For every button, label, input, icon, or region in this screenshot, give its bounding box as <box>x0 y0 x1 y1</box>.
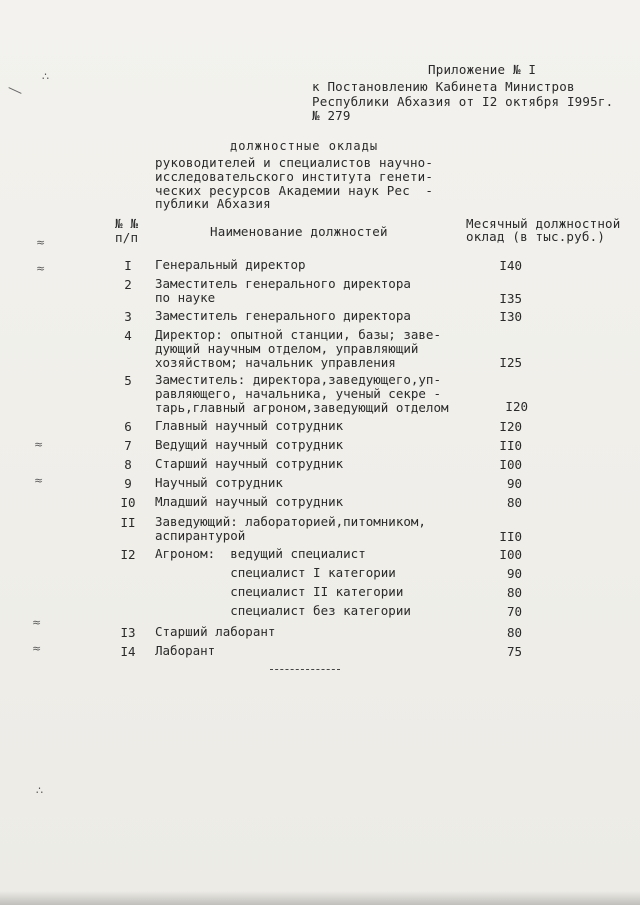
row-title: Директор: опытной станции, базы; заве- <box>155 327 441 342</box>
row-salary: 70 <box>506 604 522 619</box>
row-title-cont: равляющего, начальника, ученый секре - <box>155 386 441 401</box>
row-title-cont: по науке <box>155 290 216 305</box>
row-num: I2 <box>120 547 136 562</box>
row-num: 8 <box>124 457 132 472</box>
row-salary: I30 <box>499 309 522 324</box>
row-salary: II0 <box>499 529 522 544</box>
row-title-cont: аспирантурой <box>155 528 246 543</box>
row-salary: I20 <box>499 419 522 434</box>
row-num: 6 <box>124 419 132 434</box>
row-salary: 80 <box>506 585 522 600</box>
row-salary: II0 <box>499 438 522 453</box>
header-line-1: к Постановлению Кабинета Министров <box>312 79 575 94</box>
row-title: Научный сотрудник <box>155 475 283 490</box>
margin-mark: ≈ <box>36 236 46 249</box>
col-header-name: Наименование должностей <box>210 224 388 239</box>
row-salary: 90 <box>506 476 522 491</box>
row-num: 7 <box>124 438 132 453</box>
row-num: 5 <box>124 373 132 388</box>
row-salary: 75 <box>506 644 522 659</box>
row-salary: I20 <box>505 399 528 414</box>
col-header-num-1: № № <box>115 216 139 231</box>
col-header-num-2: п/п <box>115 230 139 245</box>
col-header-salary-2: оклад (в тыс.руб.) <box>466 229 606 244</box>
row-title: Заместитель: директора,заведующего,уп- <box>155 372 441 387</box>
margin-mark: ≈ <box>36 262 46 275</box>
margin-mark: ∴ <box>36 784 43 797</box>
row-num: II <box>120 515 136 530</box>
row-title-cont: дующий научным отделом, управляющий <box>155 341 419 356</box>
row-num: I3 <box>120 625 136 640</box>
row-title-sub: специалист без категории <box>155 603 411 618</box>
page-bottom-edge <box>0 891 640 905</box>
row-num: 2 <box>124 277 132 292</box>
row-salary: I35 <box>499 291 522 306</box>
row-num: 4 <box>124 328 132 343</box>
header-line-2: Республики Абхазия от I2 октября I995г. <box>312 94 614 109</box>
row-title: Главный научный сотрудник <box>155 418 344 433</box>
row-salary: I25 <box>499 355 522 370</box>
appendix-label: Приложение № I <box>428 62 537 77</box>
row-title: Старший лаборант <box>155 624 276 639</box>
row-salary: 80 <box>506 495 522 510</box>
subtitle-line-3: ческих ресурсов Академии наук Рес - <box>155 183 434 198</box>
row-title-sub: специалист I категории <box>155 565 396 580</box>
margin-mark: ∴ <box>42 70 49 83</box>
row-salary: I00 <box>499 547 522 562</box>
row-title: Заместитель генерального директора <box>155 276 411 291</box>
document-title: должностные оклады <box>230 139 379 153</box>
row-title: Заведующий: лабораторией,питомником, <box>155 514 426 529</box>
row-num: I <box>124 258 132 273</box>
margin-mark: ≈ <box>34 474 44 487</box>
row-title: Лаборант <box>155 643 216 658</box>
row-salary: I00 <box>499 457 522 472</box>
subtitle-line-2: исследовательского института генети- <box>155 169 434 184</box>
margin-mark: ≈ <box>34 438 44 451</box>
row-salary: 80 <box>506 625 522 640</box>
subtitle-line-1: руководителей и специалистов научно- <box>155 155 434 170</box>
end-separator <box>270 669 340 671</box>
margin-mark: ≈ <box>32 642 42 655</box>
col-header-salary-1: Месячный должностной <box>466 216 621 231</box>
row-num: 3 <box>124 309 132 324</box>
row-title-cont: хозяйством; начальник управления <box>155 355 396 370</box>
row-num: I4 <box>120 644 136 659</box>
row-title: Генеральный директор <box>155 257 306 272</box>
row-salary: I40 <box>499 258 522 273</box>
row-title-cont: тарь,главный агроном,заведующий отделом <box>155 400 449 415</box>
margin-mark: ≈ <box>32 616 42 629</box>
row-title: Старший научный сотрудник <box>155 456 344 471</box>
margin-scratch <box>8 87 21 94</box>
row-salary: 90 <box>506 566 522 581</box>
header-line-3: № 279 <box>312 108 351 123</box>
row-title: Агроном: ведущий специалист <box>155 546 366 561</box>
row-title: Заместитель генерального директора <box>155 308 411 323</box>
row-title: Ведущий научный сотрудник <box>155 437 344 452</box>
row-title: Младший научный сотрудник <box>155 494 344 509</box>
row-title-sub: специалист II категории <box>155 584 404 599</box>
row-num: 9 <box>124 476 132 491</box>
row-num: I0 <box>120 495 136 510</box>
subtitle-line-4: публики Абхазия <box>155 196 271 211</box>
